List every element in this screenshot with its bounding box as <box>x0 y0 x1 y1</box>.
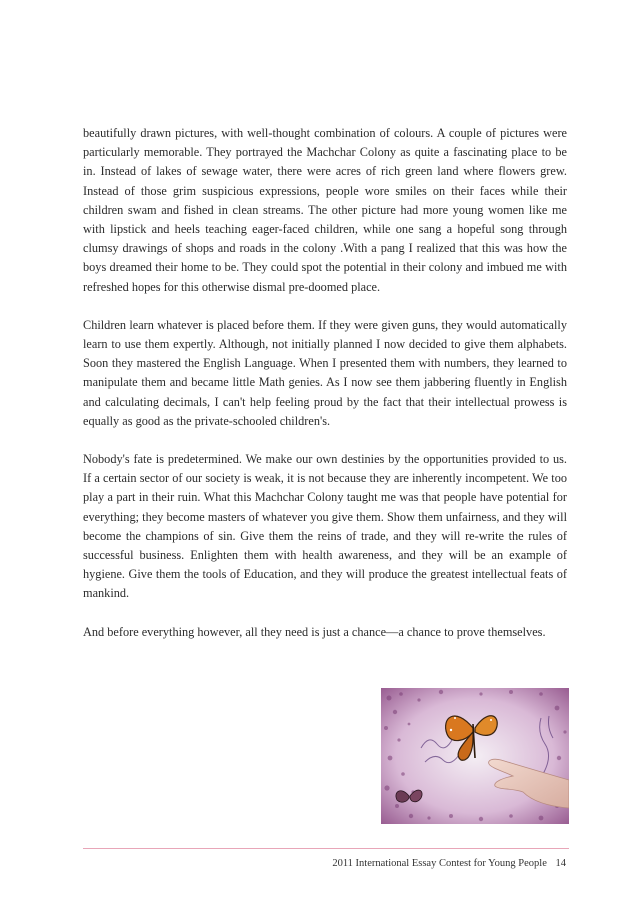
butterfly-hand-artwork <box>381 688 569 824</box>
paragraph-4: And before everything however, all they need is just a chance—a chance to prove themselves. <box>83 624 546 639</box>
paragraph-3: Nobody's fate is predetermined. We make our own destinies by the opportunities provided to us. If a certain sector of our society is weak, it is not because they are inherently incompetent. We too play a part in their ruin. What this Machchar Colony taught me was that people have potential for everything; they become masters of whatever you give them. Show them unfairness, and they will become the champions of sin. Give them the reins of trade, and they will re-write the rules of successful business. Enlighten them with health awareness, and they will be an example of hygiene. Give them the tools of Education, and they will produce the greatest intellectual feats of mankind. <box>83 452 567 601</box>
footer-title: 2011 International Essay Contest for Young People <box>332 858 547 869</box>
paragraph-2: Children learn whatever is placed before them. If they were given guns, they would automatically learn to use them expertly. Although, not initially planned I now decided to give them alphabets. Soon they mastered the English Language. When I presented them with numbers, they learned to manipulate them and became little Math genies. As I now see them jabbering fluently in English and calculating decimals, I can't help feeling proud by the fact that their intellectual prowess is equally as good as the private-schooled children's. <box>83 317 567 428</box>
essay-body <box>83 124 567 661</box>
footer-divider <box>83 848 569 849</box>
page-footer <box>332 858 566 869</box>
paragraph-1: beautifully drawn pictures, with well-thought combination of colours. A couple of pictures were particularly memorable. They portrayed the Machchar Colony as quite a fascinating place to be in. Instead of lakes of sewage water, there were acres of rich green land where flowers grew. Instead of those grim suspicious expressions, people wore smiles on their faces while their children swam and fished in clean streams. The other picture had more young women like me with lipstick and heels teaching eager-faced children, while one sang a hopeful song through clumsy drawings of shops and roads in the colony .With a pang I realized that this was how the boys dreamed their home to be. They could spot the potential in their colony and imbued me with refreshed hopes for this otherwise dismal pre-doomed place. <box>83 126 567 294</box>
page-number: 14 <box>555 858 566 869</box>
